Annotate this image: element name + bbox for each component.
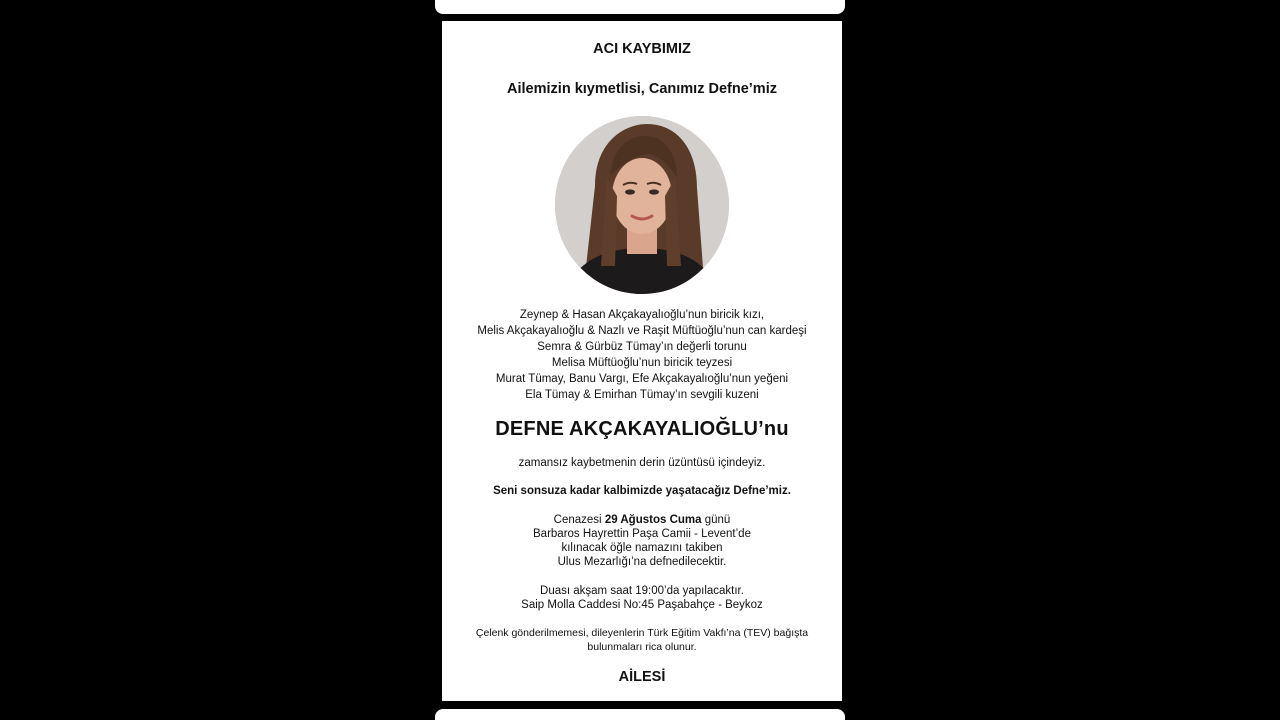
funeral-date: 29 Ağustos Cuma bbox=[604, 514, 702, 526]
prayer-time: Duası akşam saat 19:00’da yapılacaktır. bbox=[540, 585, 744, 597]
funeral-date-line bbox=[442, 513, 842, 527]
portrait-photo bbox=[555, 116, 729, 294]
portrait-illustration bbox=[555, 116, 729, 294]
relation-line: Zeynep & Hasan Akçakayalıoğlu’nun biricik kızı, bbox=[519, 309, 765, 321]
wreath-line: Çelenk gönderilmemesi, dileyenlerin Türk Eğitim Vakfı’na (TEV) bağışta bbox=[475, 627, 809, 639]
bottom-page-edge bbox=[435, 709, 845, 720]
prayer-details bbox=[442, 584, 842, 612]
relation-line: Melisa Müftüoğlu’nun biricik teyzesi bbox=[551, 357, 733, 369]
notice-title: ACI KAYBIMIZ bbox=[593, 41, 691, 57]
top-page-edge bbox=[435, 0, 845, 14]
funeral-suffix: günü bbox=[701, 514, 731, 526]
relation-line: Ela Tümay & Emirhan Tümay’ın sevgili kuzeni bbox=[525, 389, 759, 401]
relations-list bbox=[442, 307, 842, 403]
relation-line: Murat Tümay, Banu Vargı, Efe Akçakayalıoğlu’nun yeğeni bbox=[495, 373, 789, 385]
wreath-note bbox=[442, 626, 842, 654]
relation-line: Semra & Gürbüz Tümay’ın değerli torunu bbox=[537, 341, 747, 353]
funeral-mosque: Barbaros Hayrettin Paşa Camii - Levent’de bbox=[533, 528, 751, 540]
funeral-cemetery: Ulus Mezarlığı’na defnedilecektir. bbox=[557, 556, 727, 568]
grief-line: zamansız kaybetmenin derin üzüntüsü içindeyiz. bbox=[518, 457, 766, 469]
wreath-line: bulunmaları rica olunur. bbox=[587, 641, 697, 653]
memory-line: Seni sonsuza kadar kalbimizde yaşatacağız Defne’miz. bbox=[493, 485, 791, 497]
prayer-address: Saip Molla Caddesi No:45 Paşabahçe - Beykoz bbox=[521, 599, 763, 611]
relation-line: Melis Akçakayalıoğlu & Nazlı ve Raşit Müftüoğlu’nun can kardeşi bbox=[477, 325, 807, 337]
deceased-name: DEFNE AKÇAKAYALIOĞLU’nu bbox=[495, 418, 789, 440]
obituary-card bbox=[442, 21, 842, 701]
funeral-prayer: kılınacak öğle namazını takiben bbox=[561, 542, 723, 554]
funeral-details bbox=[442, 513, 842, 569]
notice-subtitle: Ailemizin kıymetlisi, Canımız Defne’miz bbox=[507, 81, 777, 97]
signature: AİLESİ bbox=[618, 669, 666, 685]
funeral-prefix: Cenazesi bbox=[553, 514, 605, 526]
